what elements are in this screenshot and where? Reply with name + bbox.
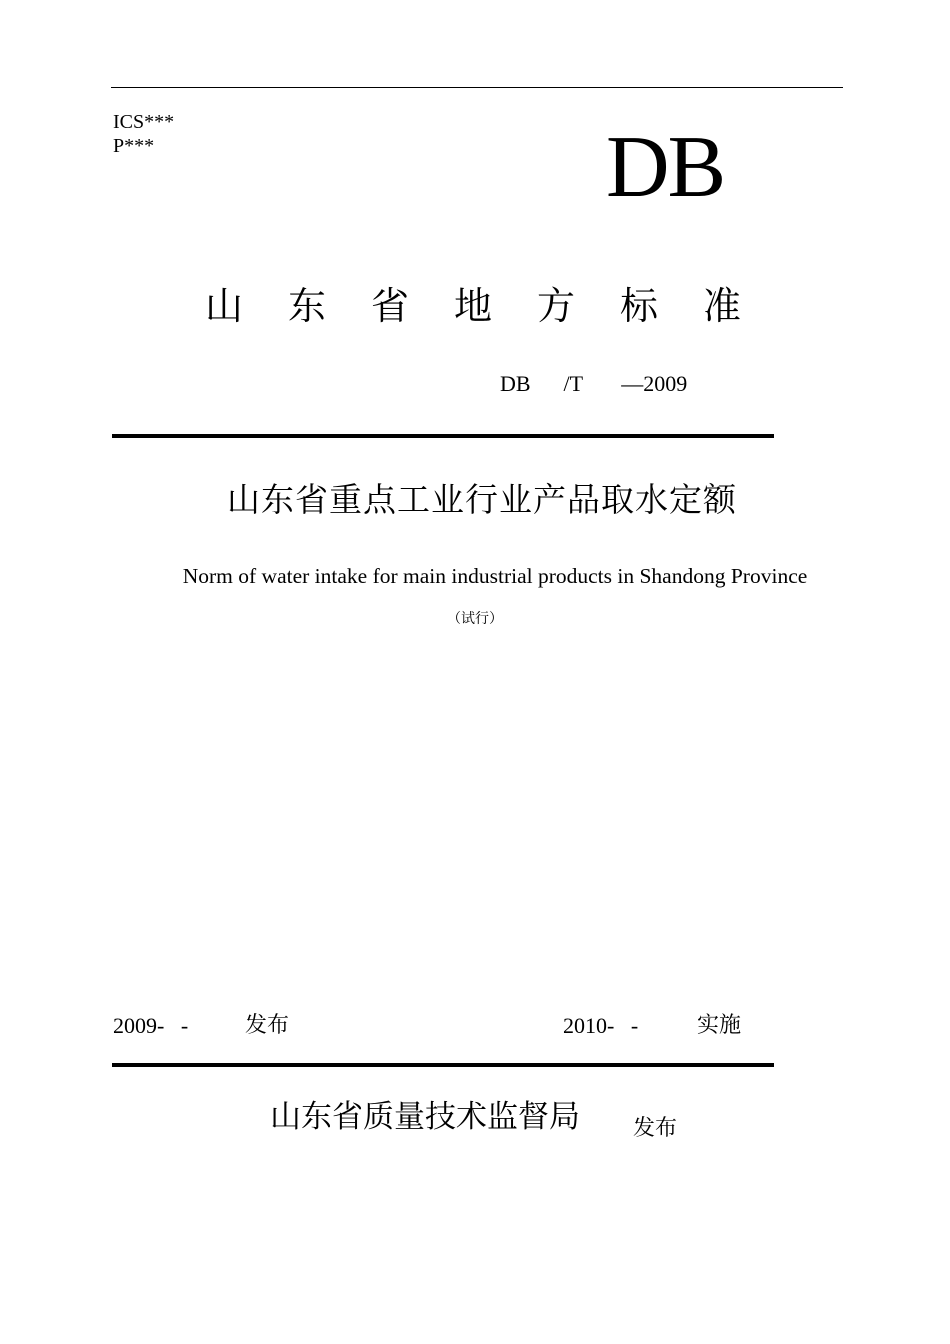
top-rule	[111, 87, 843, 88]
issuing-authority: 山东省质量技术监督局	[270, 1099, 580, 1135]
standard-type-heading: 山东省地方标准	[205, 284, 787, 328]
document-title-english: Norm of water intake for main industrial products in Shandong Province	[182, 564, 808, 588]
issue-label: 发布	[245, 1013, 290, 1038]
document-title-chinese: 山东省重点工业行业产品取水定额	[227, 480, 737, 519]
ics-code: ICS***	[113, 111, 175, 133]
implementation-date: 2010- -	[563, 1013, 639, 1038]
db-logo: DB	[606, 119, 725, 216]
trial-note: （试行）	[447, 611, 503, 627]
p-code: P***	[113, 135, 155, 157]
standard-number: DB /T —2009	[500, 371, 688, 396]
issue-date: 2009- -	[113, 1013, 189, 1038]
divider-lower	[112, 1063, 774, 1067]
issuing-authority-suffix: 发布	[633, 1116, 678, 1141]
divider-upper	[112, 434, 774, 438]
implementation-label: 实施	[697, 1013, 742, 1038]
